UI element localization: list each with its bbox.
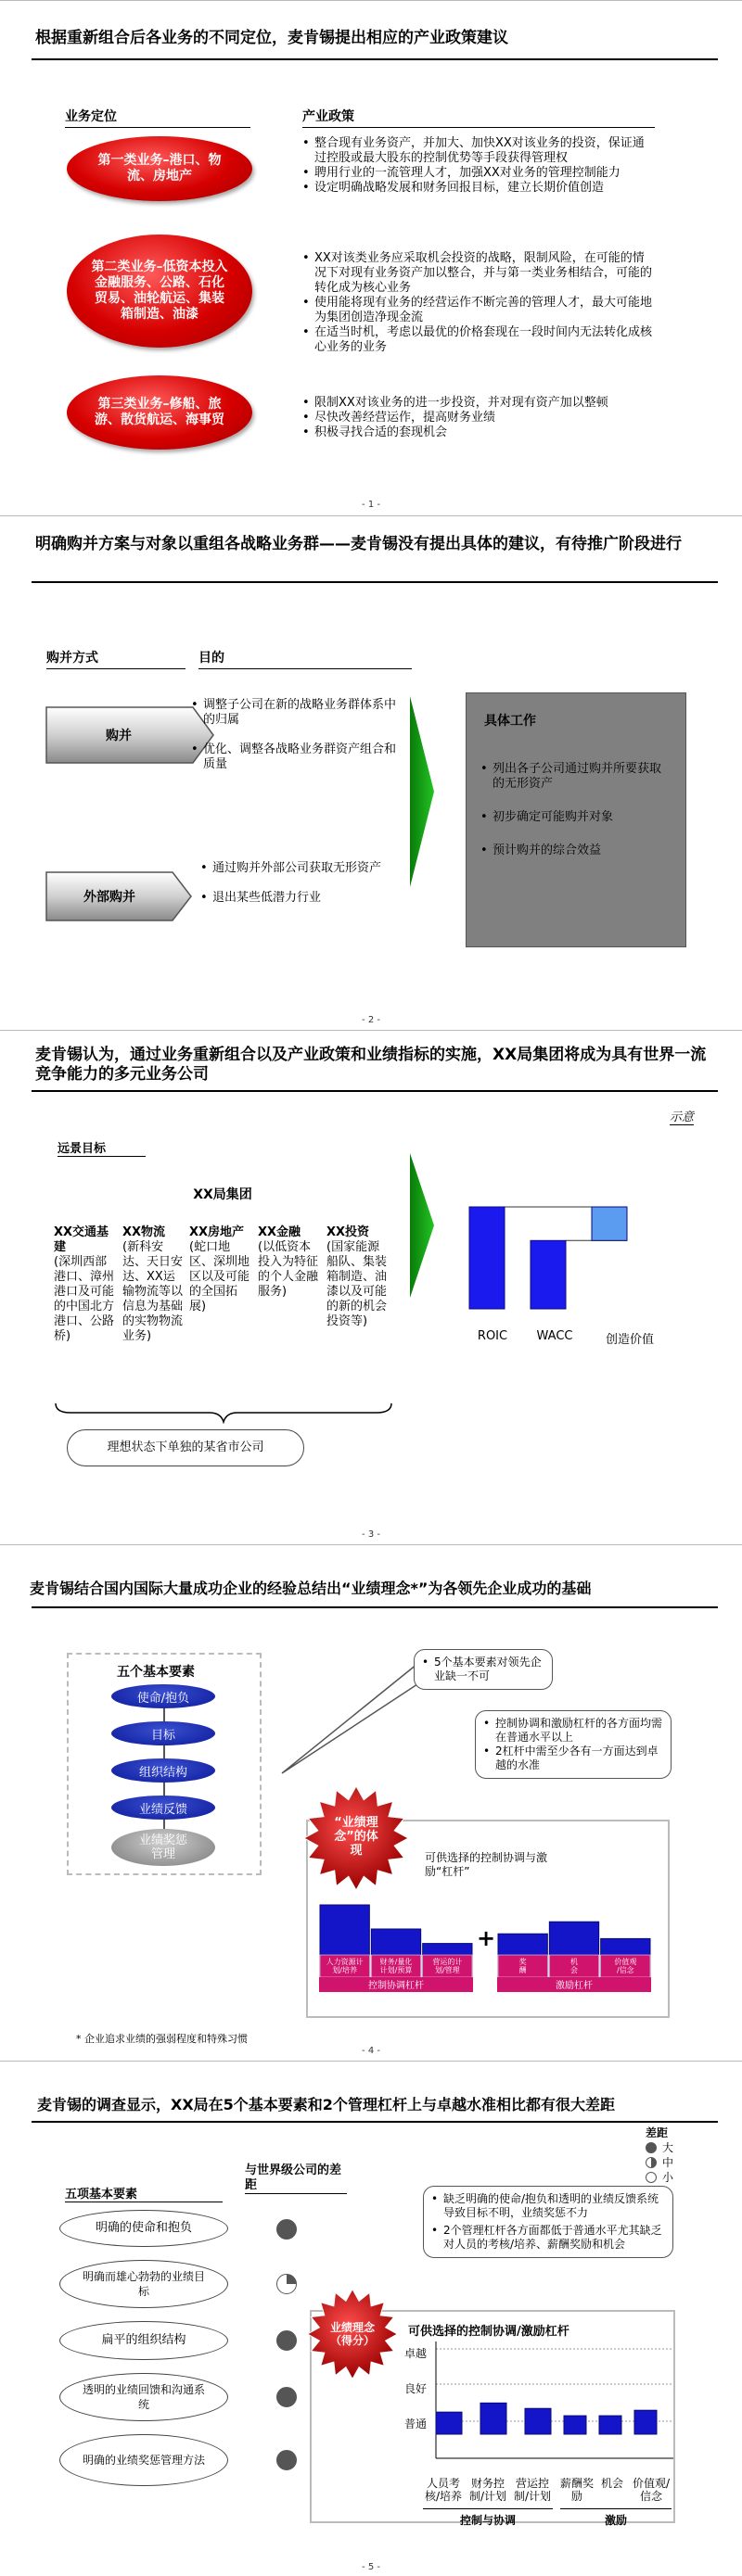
page-number: - 5 - — [362, 2562, 380, 2572]
slide-5-title: 麦肯锡的调查显示，XX局在5个基本要素和2个管理杠杆上与卓越水准相比都有很大差距 — [37, 2096, 615, 2113]
title-rule — [32, 581, 718, 583]
unit-name: XX房地产 — [189, 1225, 245, 1239]
policy-list-1 — [302, 136, 655, 196]
work-list — [480, 762, 671, 858]
slide-1 — [0, 0, 742, 515]
lever-score-chart — [404, 2338, 673, 2468]
external-purposes — [200, 861, 404, 906]
slide-2-title: 明确购并方案与对象以重组各战略业务群——麦肯锡没有提出具体的建议，有待推广阶段进行 — [35, 535, 682, 553]
ideal-state-oval — [67, 1429, 304, 1466]
element-label: 目标 — [150, 1728, 175, 1743]
illustrative-tag: 示意 — [670, 1107, 694, 1125]
element-label: 透明的业绩回馈和沟通系统 — [82, 2383, 205, 2411]
col-header-elements: 五项基本要素 — [65, 2184, 223, 2202]
business-type-3-label: 第三类业务–修船、旅游、散货航运、海事贸 — [95, 397, 224, 427]
element-1 — [59, 2210, 228, 2247]
score-bar — [564, 2416, 586, 2434]
lever-group-label: 控制协调杠杆 — [368, 1981, 424, 1991]
element-feedback — [111, 1796, 215, 1820]
badge-label: 业绩理念（得分） — [329, 2321, 375, 2347]
unit-desc: (深圳西部港口、漳州港口及可能的中国北方港口、公路桥) — [54, 1255, 115, 1343]
element-label: 扁平的组织结构 — [101, 2333, 186, 2347]
lever-group-label: 激励杠杆 — [556, 1981, 593, 1991]
element-structure — [111, 1758, 215, 1783]
policy-item: • 积极寻找合适的套现机会 — [302, 425, 655, 440]
lever-label: 机会 — [570, 1958, 578, 1974]
lever-label: 营运的计划/管理 — [432, 1958, 463, 1974]
policy-item: • 尽快改善经营运作，提高财务业绩 — [302, 411, 655, 425]
slide-1-title: 根据重新组合后各业务的不同定位，麦肯锡提出相应的产业政策建议 — [35, 29, 508, 47]
gap-large-icon — [276, 2450, 297, 2470]
purpose-item: • 优化、调整各战略业务群资产组合和质量 — [191, 742, 404, 772]
legend-item — [646, 2139, 673, 2155]
unit-desc: (国家能源船队、集装箱制造、油漆以及可能的新的机会投资等) — [326, 1240, 388, 1328]
ideal-state-label: 理想状态下单独的某省市公司 — [107, 1440, 264, 1454]
score-bar — [480, 2403, 506, 2434]
callout-levers — [475, 1710, 672, 1779]
business-unit-1 — [54, 1225, 117, 1344]
x-label: 薪酬奖励 — [560, 2477, 595, 2503]
gap-small-icon — [646, 2172, 657, 2183]
x-label: 营运控制/计划 — [513, 2477, 552, 2503]
element-4 — [59, 2373, 228, 2421]
lever-label: 奖酬 — [518, 1958, 527, 1974]
work-panel-title: 具体工作 — [484, 714, 536, 729]
level-good: 良好 — [404, 2382, 428, 2395]
page-number: - 1 - — [362, 500, 380, 510]
title-rule — [32, 1090, 718, 1092]
lever-title: 可供选择的控制协调/激励杠杆 — [408, 2325, 569, 2339]
plus-sign: + — [477, 1925, 496, 1951]
business-unit-5 — [326, 1225, 390, 1329]
business-type-3 — [67, 375, 252, 450]
group-underline — [560, 2508, 672, 2509]
callout-text: • 5个基本要素对领先企业缺一不可 — [422, 1656, 544, 1683]
callout-findings — [423, 2186, 673, 2258]
gap-large-icon — [276, 2330, 297, 2351]
group-control: 控制与协调 — [459, 2514, 516, 2527]
chart-label-wacc: WACC — [536, 1329, 573, 1343]
unit-desc: (蛇口地区、深圳地区以及可能的全国拓展) — [189, 1240, 250, 1313]
policy-item: • XX对该类业务应采取机会投资的战略，限制风险，在可能的情况下对现有业务资产加以整合，并与第一类业务相结合，可能的转化成为核心业务 — [302, 251, 655, 296]
element-3 — [59, 2321, 228, 2360]
bar-2 — [592, 1207, 627, 1240]
policy-list-3 — [302, 396, 655, 440]
element-label: 明确而雄心勃勃的业绩目标 — [82, 2270, 205, 2298]
unit-desc: (以低资本投入为特征的个人金融服务) — [258, 1240, 319, 1299]
unit-name: XX金融 — [258, 1225, 301, 1239]
element-label: 业绩反馈 — [138, 1802, 187, 1817]
lever-label: 人力资源计划/培养 — [326, 1958, 364, 1974]
col-header-method: 购并方式 — [46, 648, 186, 669]
callout-text: • 控制协调和激励杠杆的各方面均需在普通水平以上 — [483, 1717, 663, 1745]
group-underline — [423, 2508, 553, 2509]
gap-large-icon — [646, 2142, 657, 2153]
gap-medium-icon — [276, 2274, 297, 2294]
green-arrow-icon — [408, 1151, 436, 1300]
x-label: 财务控制/计划 — [468, 2477, 507, 2503]
external-acquisition-label: 外部购并 — [83, 890, 135, 905]
value-creation-chart — [451, 1188, 664, 1318]
lever-caption: 可供选择的控制协调与激励“杠杆” — [425, 1851, 548, 1878]
group-incentive: 激励 — [604, 2514, 627, 2527]
page-number: - 2 - — [362, 1015, 380, 1025]
policy-item: • 聘用行业的一流管理人才，加强XX对业务的管理控制能力 — [302, 166, 655, 181]
element-label: 明确的使命和抱负 — [95, 2221, 192, 2235]
unit-name: XX物流 — [122, 1225, 166, 1239]
business-type-2 — [67, 235, 252, 348]
burst-label: “业绩理念”的体现 — [334, 1816, 378, 1858]
element-reward — [111, 1829, 215, 1866]
element-2 — [59, 2260, 228, 2308]
legend-title: 差距 — [646, 2126, 669, 2139]
unit-name: XX投资 — [326, 1225, 370, 1239]
element-mission — [111, 1684, 215, 1708]
slide-4 — [0, 1544, 742, 2061]
lever-label: 财务/量化计划/预算 — [379, 1958, 413, 1974]
callout-text: • 2杠杆中需至少各有一方面达到卓越的水准 — [483, 1745, 663, 1772]
title-rule — [32, 58, 718, 60]
slide-3 — [0, 1030, 742, 1544]
business-unit-4 — [258, 1225, 321, 1300]
x-label: 人员考核/培养 — [424, 2477, 463, 2503]
element-5 — [59, 2434, 228, 2486]
element-label: 明确的业绩奖惩管理方法 — [82, 2454, 205, 2467]
slide-2 — [0, 515, 742, 1030]
bar-1 — [531, 1240, 566, 1309]
business-unit-2 — [122, 1225, 186, 1344]
acquisition-label: 购并 — [106, 729, 132, 743]
legend-item — [646, 2154, 673, 2170]
col-header-policy: 产业政策 — [302, 107, 655, 128]
level-normal: 普通 — [404, 2417, 428, 2430]
business-type-1 — [67, 136, 252, 201]
col-header-positioning: 业务定位 — [65, 107, 250, 128]
policy-item: • 整合现有业务资产，并加大、加快XX对该业务的投资，保证通过控股或最大股东的控制优势等手段获得管理权 — [302, 136, 655, 166]
purpose-item: • 调整子公司在新的战略业务群体系中的归属 — [191, 698, 404, 728]
legend-label: 小 — [662, 2171, 674, 2184]
gap-large-icon — [276, 2387, 297, 2407]
work-item: • 列出各子公司通过购并所要获取的无形资产 — [480, 762, 671, 792]
callout-text: • 2个管理杠杆各方面都低于普通水平尤其缺乏对人员的考核/培养、薪酬奖励和机会 — [431, 2224, 665, 2252]
policy-item: • 在适当时机，考虑以最优的价格套现在一段时间内无法转化成核心业务的业务 — [302, 325, 655, 355]
callout-pointer — [278, 1647, 427, 1777]
chart-label-roic: ROIC — [477, 1329, 508, 1343]
policy-list-2 — [302, 251, 655, 355]
brace-icon — [52, 1402, 395, 1424]
slide-5 — [0, 2061, 742, 2576]
level-excellent: 卓越 — [404, 2347, 428, 2360]
score-bar — [634, 2410, 657, 2434]
policy-item: • 设定明确战略发展和财务回报目标，建立长期价值创造 — [302, 181, 655, 196]
business-type-2-label: 第二类业务–低资本投入金融服务、公路、石化贸易、油轮航运、集装箱制造、油漆 — [91, 260, 228, 322]
lever-label: 价值观/信念 — [614, 1958, 637, 1974]
score-bar — [525, 2408, 551, 2434]
footnote: * 企业追求业绩的强弱程度和特殊习惯 — [76, 2033, 248, 2045]
callout-five-elements — [414, 1649, 553, 1690]
element-label: 使命/抱负 — [136, 1691, 190, 1706]
work-item: • 初步确定可能购并对象 — [480, 810, 671, 825]
policy-item: • 使用能将现有业务的经营运作不断完善的管理人才，最大可能地为集团创造净现金流 — [302, 296, 655, 325]
green-arrow-icon — [408, 694, 436, 889]
slide-4-title: 麦肯锡结合国内国际大量成功企业的经验总结出“业绩理念*”为各领先企业成功的基础 — [30, 1580, 592, 1597]
purpose-item: • 通过购并外部公司获取无形资产 — [200, 861, 404, 876]
page-number: - 4 - — [362, 2046, 380, 2056]
score-bar — [599, 2416, 621, 2434]
x-label: 机会 — [600, 2477, 623, 2490]
callout-text: • 缺乏明确的使命/抱负和透明的业绩反馈系统导致目标不明，业绩奖惩不力 — [431, 2192, 665, 2220]
incentive-lever-chart — [497, 1888, 651, 1999]
legend-item — [646, 2169, 673, 2185]
element-label: 业绩奖惩 管理 — [138, 1834, 187, 1861]
score-bar — [436, 2412, 462, 2434]
bar-0 — [469, 1207, 505, 1309]
legend-label: 中 — [662, 2156, 674, 2169]
group-name: XX局集团 — [193, 1187, 252, 1202]
element-goal — [111, 1721, 215, 1745]
slide-3-title: 麦肯锡认为，通过业务重新组合以及产业政策和业绩指标的实施，XX局集团将成为具有世界一流竞争能力的多元业务公司 — [35, 1046, 707, 1084]
business-unit-3 — [189, 1225, 252, 1314]
unit-name: XX交通基建 — [54, 1225, 109, 1254]
five-elements-title: 五个基本要素 — [117, 1665, 195, 1680]
purpose-item: • 退出某些低潜力行业 — [200, 891, 404, 906]
col-header-purpose: 目的 — [198, 648, 412, 669]
gap-medium-icon — [646, 2157, 657, 2168]
business-type-1-label: 第一类业务–港口、物流、房地产 — [97, 153, 222, 184]
acquisition-purposes — [191, 698, 404, 772]
work-item: • 预计购并的综合效益 — [480, 844, 671, 858]
title-rule — [32, 1606, 718, 1608]
x-label: 价值观/信念 — [632, 2477, 671, 2503]
title-rule — [32, 2121, 718, 2123]
element-label: 组织结构 — [138, 1765, 187, 1780]
policy-item: • 限制XX对该业务的进一步投资，并对现有资产加以整顿 — [302, 396, 655, 411]
legend-label: 大 — [662, 2141, 674, 2154]
vision-label: 远景目标 — [58, 1138, 146, 1157]
chart-label-value: 创造价值 — [605, 1333, 654, 1347]
unit-desc: (新科安达、天日安达、XX运输物流等以信息为基础的实物物流业务) — [122, 1240, 184, 1343]
control-lever-chart — [319, 1888, 473, 1999]
col-header-gap: 与世界级公司的差距 — [245, 2164, 347, 2194]
gap-large-icon — [276, 2219, 297, 2240]
page-number: - 3 - — [362, 1529, 380, 1540]
